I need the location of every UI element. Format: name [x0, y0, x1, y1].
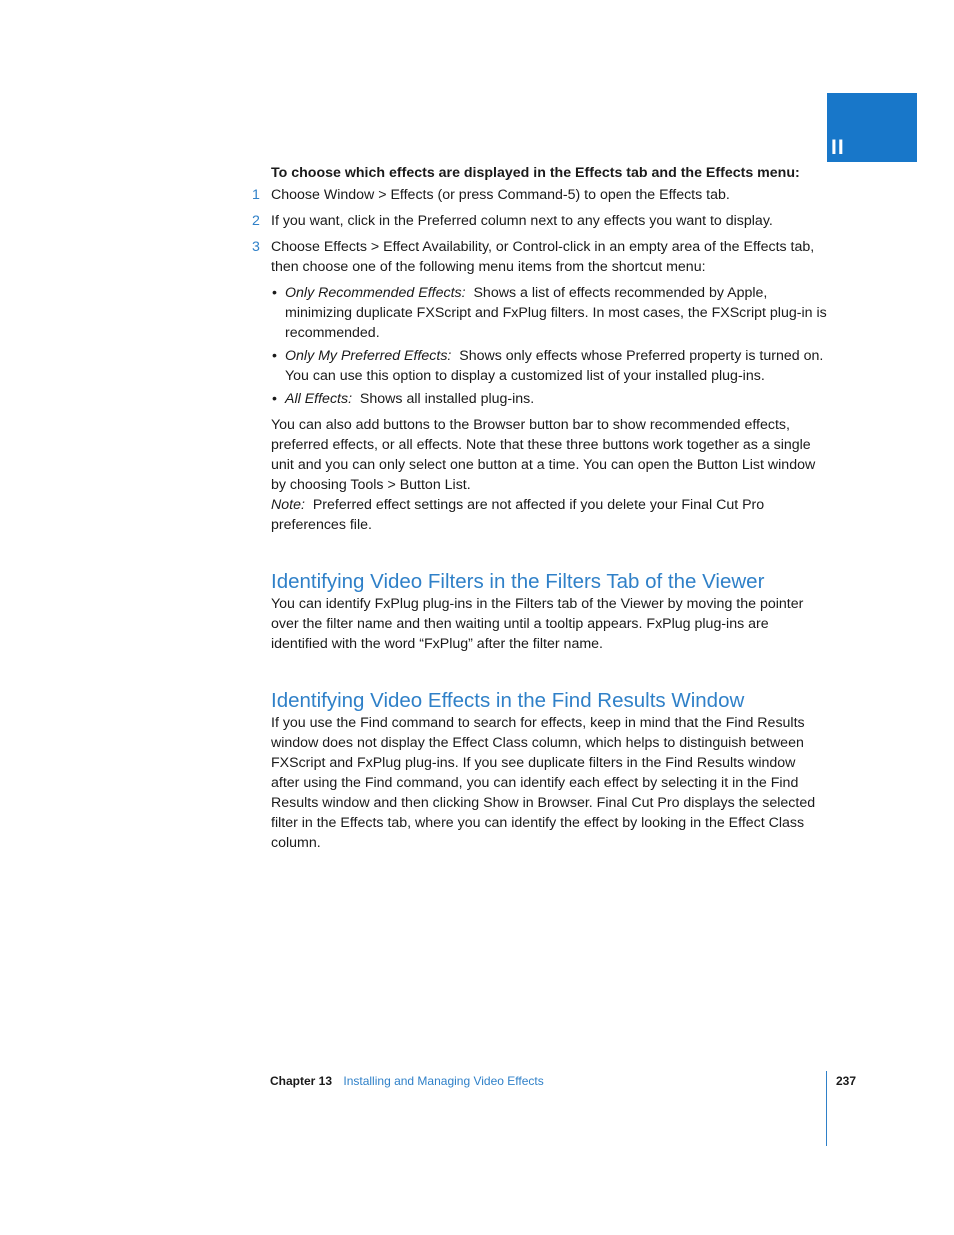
section-heading-filters: Identifying Video Filters in the Filters Tab of the Viewer [271, 570, 765, 593]
step-number: 1 [252, 187, 260, 203]
note-paragraph [271, 495, 827, 535]
chapter-number: Chapter 13 [270, 1074, 333, 1088]
section-body-filters: You can identify FxPlug plug-ins in the Filters tab of the Viewer by moving the pointer over the filter name and then waiting until a tooltip appears. FxPlug plug-ins are identified with the word “FxPlug” after the filter name. [271, 596, 804, 652]
steps-list [252, 185, 827, 409]
step-text: Choose Effects > Effect Availability, or Control-click in an empty area of the Effects tab, then choose one of the following menu items from the shortcut menu: [271, 239, 815, 275]
procedure-lead: To choose which effects are displayed in the Effects tab and the Effects menu: [271, 165, 800, 181]
note-text: Preferred effect settings are not affected if you delete your Final Cut Pro preferences file. [271, 497, 765, 533]
option-term: All Effects: [285, 391, 353, 407]
step-item [252, 185, 827, 205]
section-body-find-results: If you use the Find command to search for effects, keep in mind that the Find Results window does not display the Effect Class column, which helps to distinguish between FXScript and FxPlug plug-ins. If you see duplicate filters in the Find Results window after using the Find command, you can identify each effect by selecting it in the Find Results window and then clicking Show in Browser. Final Cut Pro displays the selected filter in the Effects tab, where you can identify the effect by looking in the Effect Class column. [271, 715, 816, 851]
step-item [252, 211, 827, 231]
step-text: Choose Window > Effects (or press Command-5) to open the Effects tab. [271, 187, 730, 203]
note-label: Note: [271, 497, 305, 513]
list-item [285, 389, 827, 409]
option-description: Shows only effects whose Preferred property is turned on. You can use this option to display a customized list of your installed plug-ins. [285, 348, 824, 384]
option-description: Shows all installed plug-ins. [359, 391, 535, 407]
option-description: Shows a list of effects recommended by Apple, minimizing duplicate FXScript and FxPlug filters. In most cases, the FXScript plug-in is recommended. [285, 285, 827, 341]
option-term: Only My Preferred Effects: [285, 348, 452, 364]
step-text: If you want, click in the Preferred column next to any effects you want to display. [271, 213, 773, 229]
main-content [252, 163, 827, 853]
part-tab [827, 93, 917, 162]
buttons-paragraph: You can also add buttons to the Browser button bar to show recommended effects, preferred effects, or all effects. Note that these three buttons work together as a single unit and you can only select one button at a time. You can open the Button List window by choosing Tools > Button List. [271, 417, 816, 493]
chapter-title: Installing and Managing Video Effects [343, 1074, 544, 1088]
step-number: 3 [252, 239, 260, 255]
part-label: II [831, 136, 845, 159]
step-item [252, 237, 827, 409]
list-item [285, 346, 827, 386]
menu-options-list [271, 283, 827, 409]
step-number: 2 [252, 213, 260, 229]
footer-divider [826, 1071, 827, 1146]
option-term: Only Recommended Effects: [285, 285, 466, 301]
list-item [285, 283, 827, 343]
page-number: 237 [836, 1074, 857, 1088]
footer-chapter [270, 1073, 544, 1089]
section-heading-find-results: Identifying Video Effects in the Find Results Window [271, 689, 745, 712]
